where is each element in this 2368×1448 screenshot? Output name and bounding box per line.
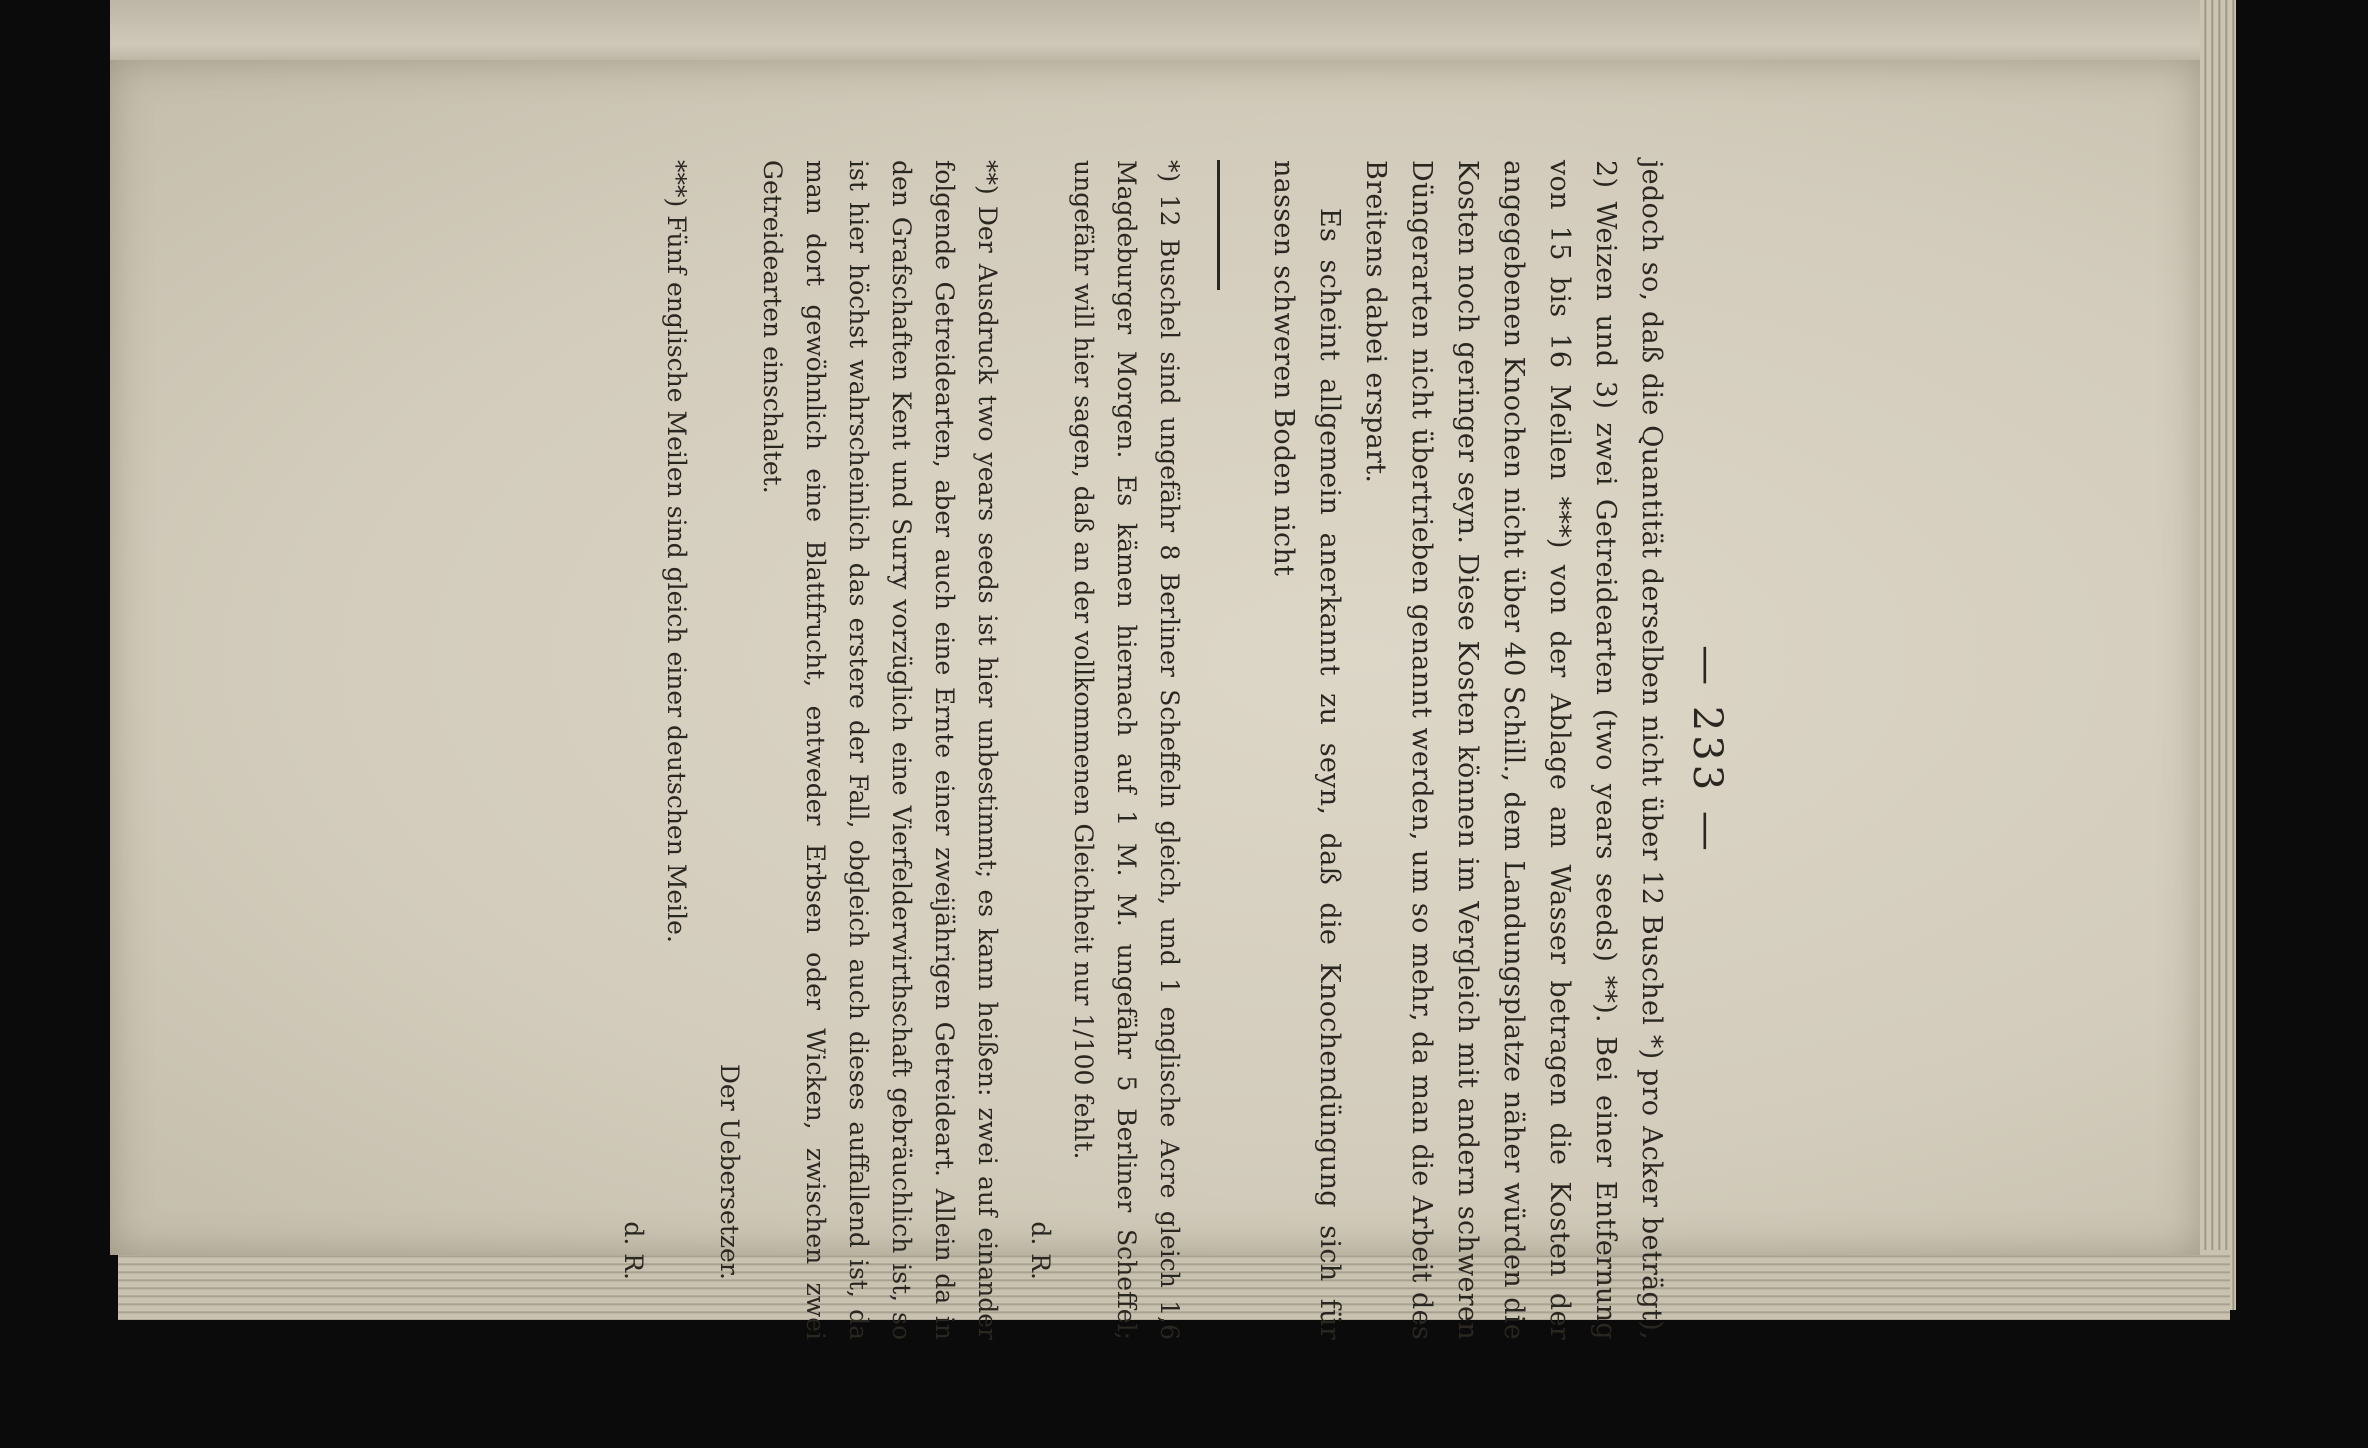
footnotes: [612, 160, 1191, 1340]
page-edges-right: [2200, 0, 2236, 1310]
footnote-1-signature: d. R.: [1026, 1221, 1055, 1280]
footnote-3: ***) Fünf englische Meilen sind gleich einer deutschen Meile.: [662, 160, 691, 943]
footnote-1: *) 12 Buschel sind ungefähr 8 Berliner Scheffeln gleich, und 1 englische Acre gleich 1,6 Magdeburger Morgen. Es kämen hiernach auf 1 M. M. ungefähr 5 Berliner Scheffel; ungefähr will hier sagen, daß an der vollkommenen Gleichheit nur 1/100 fehlt.: [1069, 160, 1184, 1340]
footnote-3-signature: d. R.: [619, 1221, 648, 1280]
footnote-separator: [1217, 160, 1220, 290]
body-paragraph: Es scheint allgemein anerkannt zu seyn, daß die Knochendüngung sich für nassen schweren Boden nicht: [1268, 160, 1345, 1340]
footnote-2: **) Der Ausdruck two years seeds ist hier unbestimmt; es kann heißen: zwei auf einander folgende Getreidearten, aber auch eine Ernte einer zweijährigen Getreideart. Allein da in den Grafschaften Kent und Surry vorzüglich eine Vierfelderwirthschaft gebräuchlich ist, so ist hier höchst wahrscheinlich das erstere der Fall, obgleich auch dieses auffallend ist, da man dort gewöhnlich eine Blattfrucht, entweder Erbsen oder Wicken, zwischen zwei Getreidearten einschaltet.: [758, 160, 1002, 1340]
body-paragraph: jedoch so, daß die Quantität derselben nicht über 12 Buschel *) pro Acker beträgt), 2) Weizen und 3) zwei Getreidearten (two years seeds) **). Bei einer Entfernung von 15 bis 16 Meilen ***) von der Ablage am Wasser betragen die Kosten der angegebenen Knochen nicht über 40 Schill., dem Landungsplatze näher würden die Kosten noch geringer seyn. Diese Kosten können im Vergleich mit andern schweren Düngerarten nicht übertrieben genannt werden, um so mehr, da man die Arbeit des Breitens dabei erspart.: [1360, 160, 1667, 1340]
main-text: [1260, 160, 1674, 1340]
rotated-text-block: [619, 160, 1730, 1340]
footnote-2-signature: Der Uebersetzer.: [715, 1063, 744, 1280]
page-number-header: — 233 —: [1684, 645, 1730, 855]
book-page: [110, 60, 2200, 1340]
